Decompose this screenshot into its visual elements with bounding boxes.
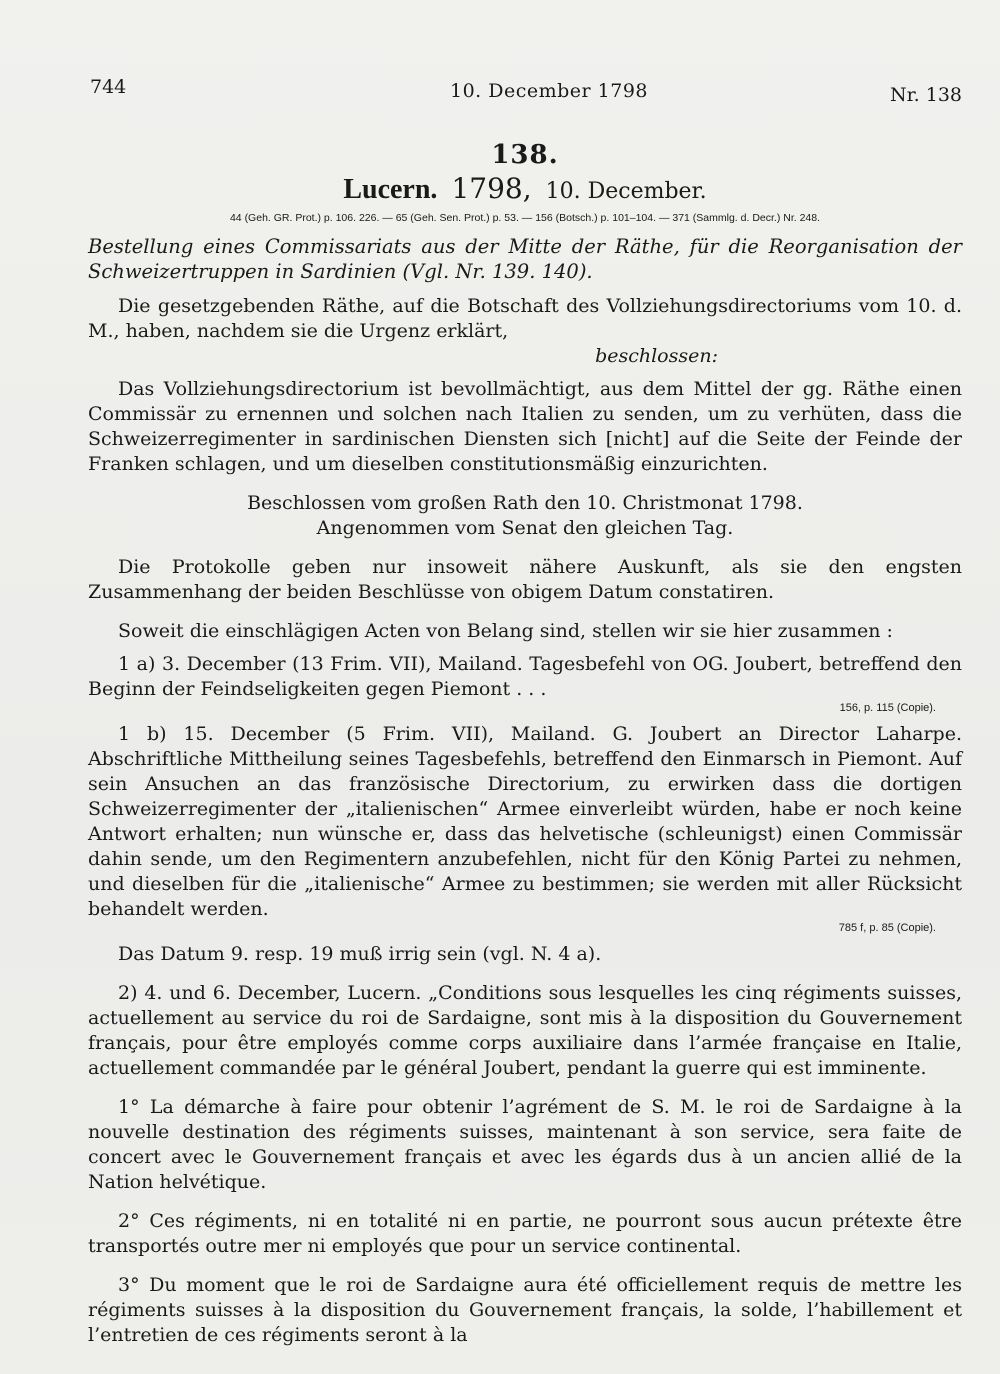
item-1a-ref: 156, p. 115 (Copie). bbox=[839, 702, 936, 714]
condition-2: 2° Ces régiments, ni en totalité ni en partie, ne pourront sous aucun prétexte être transportés outre mer ni employés que pour un service continental. bbox=[88, 1210, 962, 1257]
item-2: 2) 4. und 6. December, Lucern. „Conditions sous lesquelles les cinq régiments suisses, actuellement au service du roi de Sardaigne, sont mis à la disposition du Gouvernement français, pour être employés comme corps auxiliaire dans l’armée française en Italie, actuellement commandée par le général Joubert, pendant la guerre qui est imminente. bbox=[88, 982, 962, 1079]
decree-text: Das Vollziehungsdirectorium ist bevollmächtigt, aus dem Mittel der gg. Räthe einen Commissär zu ernennen und solchen nach Italien zu senden, um zu verhüten, dass die Schweizerregimenter in sardinischen Diensten sich [nicht] auf die Seite der Feinde der Franken schlagen, und um dieselben constitutionsmäßig einzurichten. bbox=[88, 378, 962, 475]
place: Lucern. bbox=[343, 174, 438, 205]
protocol-note: Die Protokolle geben nur insoweit nähere Auskunft, als sie den engsten Zusammenhang der beiden Beschlüsse von obigem Datum constatiren. bbox=[88, 556, 962, 603]
beschlossen-label: beschlossen: bbox=[595, 345, 718, 367]
condition-3: 3° Du moment que le roi de Sardaigne aura été officiellement requis de mettre les régiments suisses à la disposition du Gouvernement français, la solde, l’habillement et l’entretien de ces régiments seront à la bbox=[88, 1274, 962, 1346]
document-number: 138. bbox=[491, 140, 559, 170]
source-references: 44 (Geh. GR. Prot.) p. 106. 226. — 65 (Geh. Sen. Prot.) p. 53. — 156 (Botsch.) p. 101–104. — 371 (Sammlg. d. Decr.) Nr. 248. bbox=[229, 212, 821, 224]
acts-intro: Soweit die einschlägigen Acten von Belang sind, stellen wir sie hier zusammen : bbox=[118, 620, 893, 642]
page-number: 744 bbox=[90, 76, 127, 98]
closing-line-1: Beschlossen vom großen Rath den 10. Christmonat 1798. bbox=[247, 492, 803, 514]
item-1a: 1 a) 3. December (13 Frim. VII), Mailand. Tagesbefehl von OG. Joubert, betreffend den Beginn der Feindseligkeiten gegen Piemont . . . bbox=[88, 653, 962, 700]
running-date: 10. December 1798 bbox=[450, 80, 649, 102]
item-1b-ref: 785 f, p. 85 (Copie). bbox=[838, 922, 936, 934]
preamble: Die gesetzgebenden Räthe, auf die Botschaft des Vollziehungsdirectoriums vom 10. d. M., haben, nachdem sie die Urgenz erklärt, bbox=[88, 295, 962, 342]
document-body bbox=[88, 140, 962, 1348]
condition-1: 1° La démarche à faire pour obtenir l’agrément de S. M. le roi de Sardaigne à la nouvelle destination des régiments suisses, maintenant à son service, sera faite de concert avec le Gouvernement français et avec les égards dus à un ancien allié de la Nation helvétique. bbox=[88, 1096, 962, 1193]
item-1b: 1 b) 15. December (5 Frim. VII), Mailand. G. Joubert an Director Laharpe. Abschriftliche Mittheilung seines Tagesbefehls, betreffend den Einmarsch in Piemont. Auf sein Ansuchen an das französische Directorium, zu erwirken dass die dortigen Schweizerregimenter der „italienischen“ Armee einverleibt würden, habe er noch keine Antwort erhalten; nun wünsche er, dass das helvetische (schleunigst) einen Commissär dahin sende, um den Regimentern anzubefehlen, nicht für den König Partei zu nehmen, und dieselben für die „italienische“ Armee zu bestimmen; sie werden mit aller Rücksicht behandelt werden. bbox=[88, 723, 962, 920]
page-header bbox=[90, 76, 962, 106]
summary: Bestellung eines Commissariats aus der Mitte der Räthe, für die Reorganisation der Schweizertruppen in Sardinien (Vgl. Nr. 139. 140). bbox=[88, 235, 962, 283]
dateline bbox=[88, 172, 962, 206]
closing-line-2: Angenommen vom Senat den gleichen Tag. bbox=[316, 517, 734, 539]
running-doc-number: Nr. 138 bbox=[890, 84, 962, 106]
year: 1798, bbox=[451, 172, 532, 205]
day: 10. December. bbox=[545, 179, 707, 204]
date-note: Das Datum 9. resp. 19 muß irrig sein (vgl. N. 4 a). bbox=[118, 943, 602, 965]
